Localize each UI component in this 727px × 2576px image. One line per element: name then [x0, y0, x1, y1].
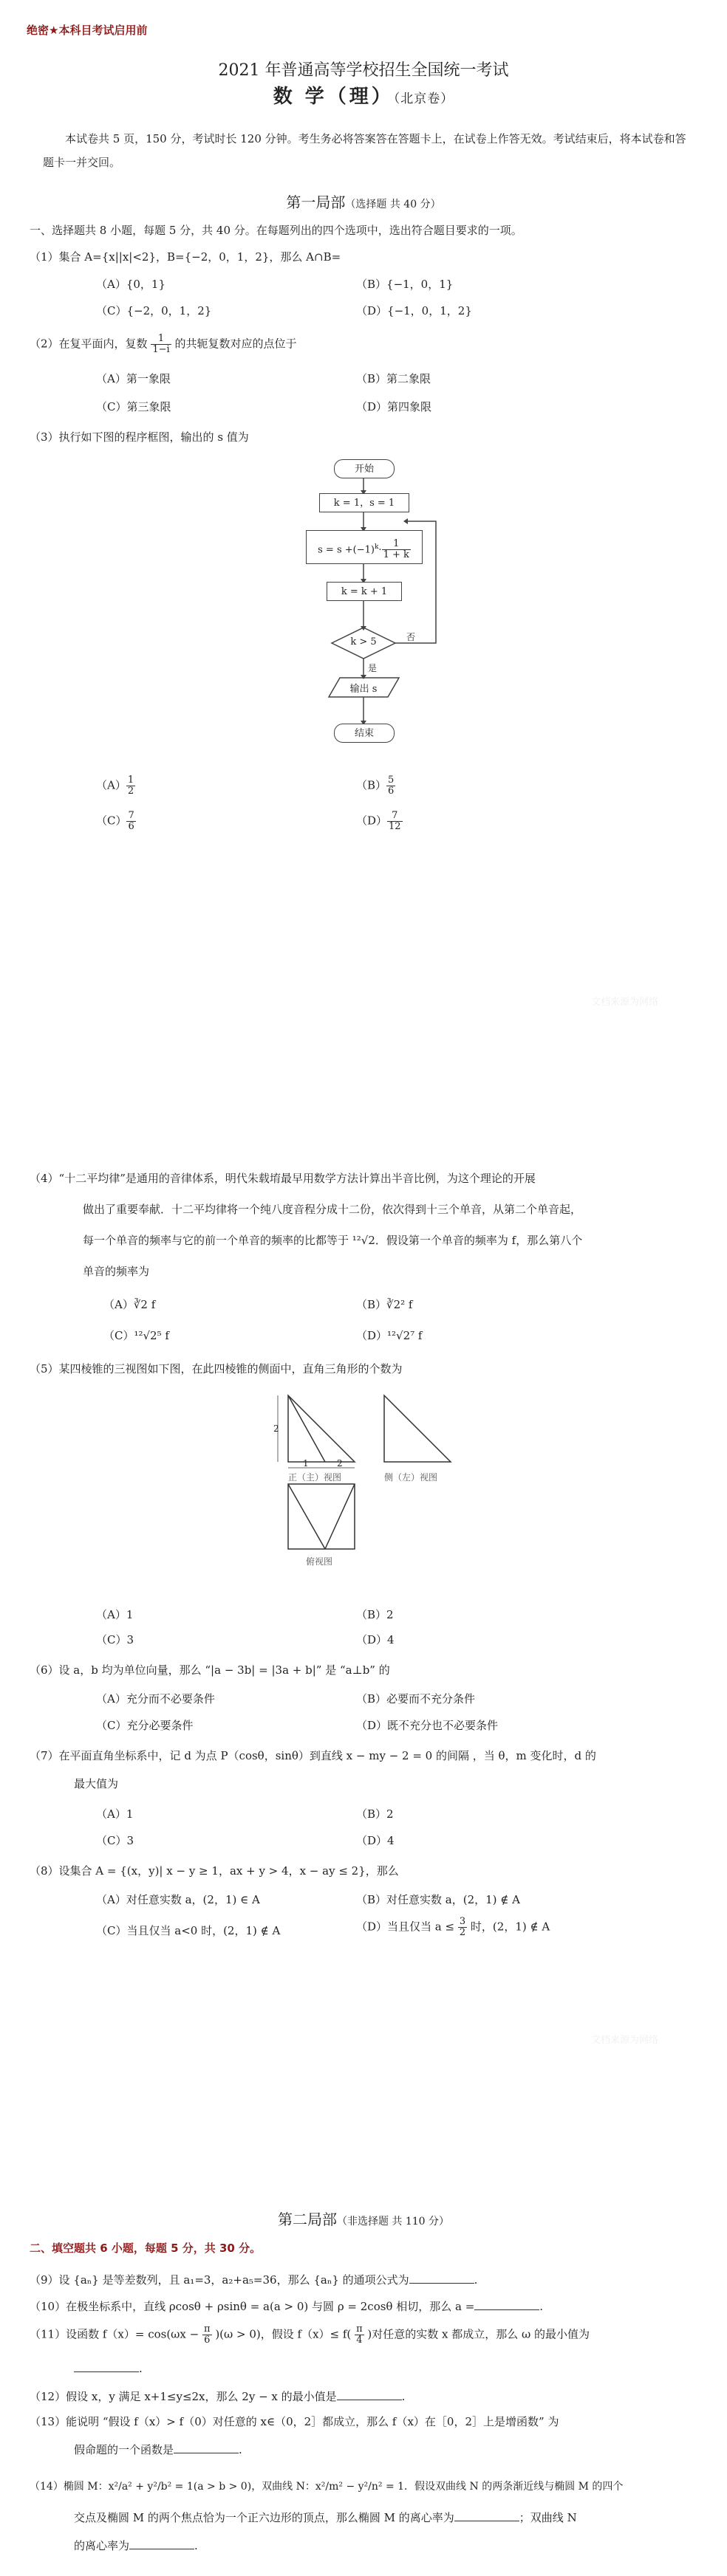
q5-option-d: （D）4: [356, 1633, 395, 1646]
part1-note: （选择题 共 40 分）: [345, 199, 441, 210]
q3-c-den: 6: [128, 821, 134, 832]
q14-line2b-text: ；双曲线 N: [519, 2511, 577, 2524]
q4-option-d: （D）¹²√2⁷ f: [356, 1329, 423, 1342]
q11-n1: π: [204, 2323, 211, 2335]
q11-n2: π: [356, 2323, 363, 2335]
q14-line3: 的离心率为 .: [74, 2539, 198, 2552]
q14-pre: （14）椭圆 M：: [30, 2481, 109, 2493]
subject-name: 数 学（理）: [273, 86, 394, 108]
q4-line3: 每一个单音的频率与它的前一个单音的频率的比都等于 ¹²√2．假设第一个单音的频率为 f，那么第八个: [83, 1234, 583, 1247]
q8-option-a: （A）对任意实数 a，(2，1) ∈ A: [96, 1893, 260, 1906]
q7-option-a: （A）1: [96, 1807, 134, 1821]
q9: （9）设 {aₙ} 是等差数列，且 a₁=3，a₂+a₅=36，那么 {aₙ} 的通项公式为 .: [30, 2273, 478, 2287]
q3-c-pre: （C）: [96, 814, 127, 828]
q3-b-pre: （B）: [356, 778, 387, 792]
q11-d1: 6: [204, 2335, 211, 2346]
q11-d2: 4: [356, 2335, 363, 2346]
subject-title: [0, 81, 727, 109]
flow-update-fraction: [382, 539, 411, 560]
dim-2: 2: [337, 1458, 343, 1469]
q2-frac-num: 1: [151, 334, 171, 345]
q14-mid: ，双曲线 N：: [251, 2481, 315, 2493]
q2-frac-den: 1−i: [152, 344, 170, 355]
q14-answer-blank-2[interactable]: [129, 2538, 194, 2549]
dim-height: 2: [273, 1423, 279, 1434]
q2-option-d: （D）第四象限: [356, 400, 432, 413]
q9-answer-blank[interactable]: [409, 2273, 474, 2284]
q12: （12）假设 x，y 满足 x+1≤y≤2x，那么 2y − x 的最小值是 .: [30, 2390, 406, 2403]
q11-pre: （11）设函数 f（x）= cos(ωx −: [30, 2327, 199, 2341]
q1-option-d: （D）{−1，0，1，2}: [356, 304, 472, 317]
q3-option-b: [356, 775, 395, 797]
q13-line2-text: 假命题的一个函数是: [74, 2443, 174, 2456]
confidential-label: 绝密★本科目考试启用前: [27, 24, 148, 37]
q6-option-b: （B）必要而不充分条件: [356, 1692, 476, 1706]
q11-mid: )(ω > 0)，假设 f（x）≤ f(: [215, 2327, 352, 2341]
flow-end: 结束: [334, 724, 395, 743]
q12-text: （12）假设 x，y 满足 x+1≤y≤2x，那么 2y − x 的最小值是: [30, 2390, 337, 2403]
q12-answer-blank[interactable]: [337, 2389, 402, 2400]
q2-option-c: （C）第三象限: [96, 400, 171, 413]
flow-output: 输出 s: [349, 684, 378, 695]
q14-hyperbola-eq: x²/m² − y²/n² = 1: [315, 2481, 405, 2493]
q14-line2: [74, 2509, 694, 2527]
q3-c-num: 7: [128, 810, 134, 821]
q4-line2: 做出了重要奉献．十二平均律将一个纯八度音程分成十二份，依次得到十三个单音，从第二个单音起，: [83, 1203, 582, 1216]
q3-b-num: 5: [388, 774, 395, 786]
q3-b-den: 6: [388, 786, 395, 797]
q4-option-b: （B）∛2² f: [356, 1298, 413, 1311]
q5-option-c: （C）3: [96, 1633, 134, 1646]
watermark-1: 文档来源为网络: [591, 997, 659, 1008]
q10-answer-blank[interactable]: [474, 2299, 539, 2310]
q4-option-c: （C）¹²√2⁵ f: [103, 1329, 169, 1342]
part1-title: [0, 190, 727, 212]
q8-d-frac: [458, 1917, 467, 1938]
q13-line2: 假命题的一个函数是 .: [74, 2443, 242, 2456]
q3-d-pre: （D）: [356, 814, 388, 828]
flowchart: [281, 459, 458, 747]
q5-stem: （5）某四棱锥的三视图如下图，在此四棱锥的侧面中，直角三角形的个数为: [30, 1362, 403, 1375]
q3-option-c: [96, 811, 136, 832]
q2-fraction: [151, 334, 171, 355]
exam-intro: 本试卷共 5 页，150 分，考试时长 120 分钟。考生务必将答案答在答题卡上，在试卷上作答无效。考试结束后，将本试卷和答题卡一并交回。: [43, 132, 686, 169]
q11-frac-2: [355, 2324, 364, 2346]
q2-stem: [30, 334, 694, 355]
part2-name: 第二局部: [277, 2211, 337, 2228]
q3-a-frac: [126, 775, 135, 797]
q3-a-num: 1: [127, 774, 134, 786]
q11-answer-blank[interactable]: [74, 2361, 139, 2372]
q10-text: （10）在极坐标系中，直线 ρcosθ + ρsinθ = a(a > 0) 与圆 ρ = 2cosθ 相切，那么 a =: [30, 2300, 475, 2313]
flow-increment: k = k + 1: [327, 582, 402, 601]
q1-option-b: （B）{−1，0，1}: [356, 278, 454, 291]
flow-update-text: s = s +(−1): [318, 544, 375, 556]
q11-frac-1: [202, 2324, 212, 2346]
q5-option-b: （B）2: [356, 1608, 394, 1621]
q3-option-a: [96, 775, 135, 797]
q3-option-d: [356, 811, 403, 832]
q1-option-a: （A）{0，1}: [96, 278, 166, 291]
q3-a-den: 2: [127, 786, 134, 797]
q4-line4: 单音的频率为: [83, 1265, 150, 1278]
part2-title: [0, 2208, 727, 2229]
q11: [30, 2324, 694, 2346]
three-view-figure: [273, 1388, 488, 1587]
q2-stem-pre: （2）在复平面内，复数: [30, 337, 148, 351]
q4-line1: （4）“十二平均律”是通用的音律体系，明代朱载堉最早用数学方法计算出半音比例，为这个理论的开展: [30, 1172, 536, 1185]
q1-stem: （1）集合 A={x||x|<2}，B={−2，0，1，2}，那么 A∩B=: [30, 250, 341, 264]
q8-d-pre: （D）当且仅当 a ≤: [356, 1920, 455, 1934]
q6-option-d: （D）既不充分也不必要条件: [356, 1719, 499, 1732]
watermark-2: 文档来源为网络: [591, 2035, 659, 2046]
flow-update: $s = s +(-1)^k\cdot$ $\frac{1}{1 + k}$: [306, 530, 423, 564]
part1-instruction: 一、选择题共 8 小题，每题 5 分，共 40 分。在每题列出的四个选项中，选出符合题目要求的一项。: [30, 224, 522, 237]
q7-line2: 最大值为: [74, 1777, 119, 1790]
q1-option-c: （C）{−2，0，1，2}: [96, 304, 212, 317]
q6-option-c: （C）充分必要条件: [96, 1719, 194, 1732]
flow-condition: k > 5: [350, 636, 377, 648]
flow-start: 开始: [334, 459, 395, 478]
q8-stem: （8）设集合 A = {(x，y)| x − y ≥ 1，ax + y > 4，x − ay ≤ 2}，那么: [30, 1864, 399, 1878]
subject-note: （北京卷）: [393, 92, 454, 106]
q13-answer-blank[interactable]: [174, 2442, 239, 2453]
q8-option-c: （C）当且仅当 a<0 时，(2，1) ∉ A: [96, 1924, 281, 1937]
q14-line3-text: 的离心率为: [74, 2539, 130, 2552]
q13-line1: （13）能说明 “假设 f（x）> f（0）对任意的 x∈（0，2］都成立，那么 f（x）在［0，2］上是增函数” 为: [30, 2415, 559, 2428]
q10: （10）在极坐标系中，直线 ρcosθ + ρsinθ = a(a > 0) 与圆 ρ = 2cosθ 相切，那么 a = .: [30, 2300, 544, 2313]
dim-1: 1: [303, 1458, 309, 1469]
q11-blank-line: .: [74, 2360, 727, 2377]
q8-d-den: 2: [459, 1927, 466, 1938]
flow-frac-den: 1 + k: [383, 549, 409, 561]
q14-post: ．假设双曲线 N 的两条渐近线与椭圆 M 的四个: [404, 2481, 624, 2493]
q3-b-frac: [386, 775, 395, 797]
q2-stem-post: 的共轭复数对应的点位于: [174, 337, 297, 351]
front-view-label: 正（主）视图: [288, 1472, 342, 1483]
q3-d-den: 12: [389, 821, 401, 832]
part2-section-title: 二、填空题共 6 小题，每题 5 分，共 30 分。: [30, 2242, 262, 2255]
q3-a-pre: （A）: [96, 778, 126, 792]
q11-post: )对任意的实数 x 都成立，那么 ω 的最小值为: [367, 2327, 590, 2341]
q4-option-a: （A）∛2 f: [103, 1298, 156, 1311]
flow-init: k = 1，s = 1: [319, 493, 409, 512]
flow-yes-label: 是: [368, 663, 378, 673]
exam-title: 2021 年普通高等学校招生全国统一考试: [218, 61, 509, 80]
q2-option-a: （A）第一象限: [96, 372, 171, 385]
side-view-label: 侧（左）视图: [384, 1472, 438, 1483]
q3-d-num: 7: [387, 811, 403, 822]
top-view-label: 俯视图: [306, 1556, 333, 1567]
part2-note: （非选择题 共 110 分）: [336, 2216, 450, 2228]
q8-d-post: 时，(2，1) ∉ A: [470, 1920, 550, 1934]
q3-d-frac: [387, 811, 403, 832]
q3-stem: （3）执行如下图的程序框图，输出的 s 值为: [30, 430, 249, 444]
flow-frac-num: 1: [382, 539, 411, 550]
q8-option-d: [356, 1917, 550, 1938]
q14-answer-blank-1[interactable]: [454, 2510, 519, 2521]
q14-line2-text: 交点及椭圆 M 的两个焦点恰为一个正六边形的顶点，那么椭圆 M 的离心率为: [74, 2511, 454, 2524]
q9-text: （9）设 {aₙ} 是等差数列，且 a₁=3，a₂+a₅=36，那么 {aₙ} 的通项公式为: [30, 2273, 409, 2287]
q7-option-d: （D）4: [356, 1834, 395, 1847]
q5-option-a: （A）1: [96, 1608, 134, 1621]
q6-option-a: （A）充分而不必要条件: [96, 1692, 215, 1706]
q14-ellipse-eq: x²/a² + y²/b² = 1(a > b > 0): [108, 2481, 252, 2493]
q7-line1: （7）在平面直角坐标系中，记 d 为点 P（cosθ，sinθ）到直线 x − my − 2 = 0 的间隔 ，当 θ，m 变化时，d 的: [30, 1749, 596, 1762]
q8-option-b: （B）对任意实数 a，(2，1) ∉ A: [356, 1893, 520, 1906]
q7-option-b: （B）2: [356, 1807, 394, 1821]
q8-d-num: 3: [459, 1916, 466, 1927]
flow-no-label: 否: [406, 632, 416, 642]
q3-c-frac: [126, 811, 135, 832]
q7-option-c: （C）3: [96, 1834, 134, 1847]
q14-line1: [30, 2478, 694, 2496]
q6-stem: （6）设 a，b 均为单位向量，那么 “|a − 3b| = |3a + b|” 是 “a⊥b” 的: [30, 1663, 390, 1677]
q2-option-b: （B）第二象限: [356, 372, 431, 385]
part1-name: 第一局部: [286, 193, 346, 211]
